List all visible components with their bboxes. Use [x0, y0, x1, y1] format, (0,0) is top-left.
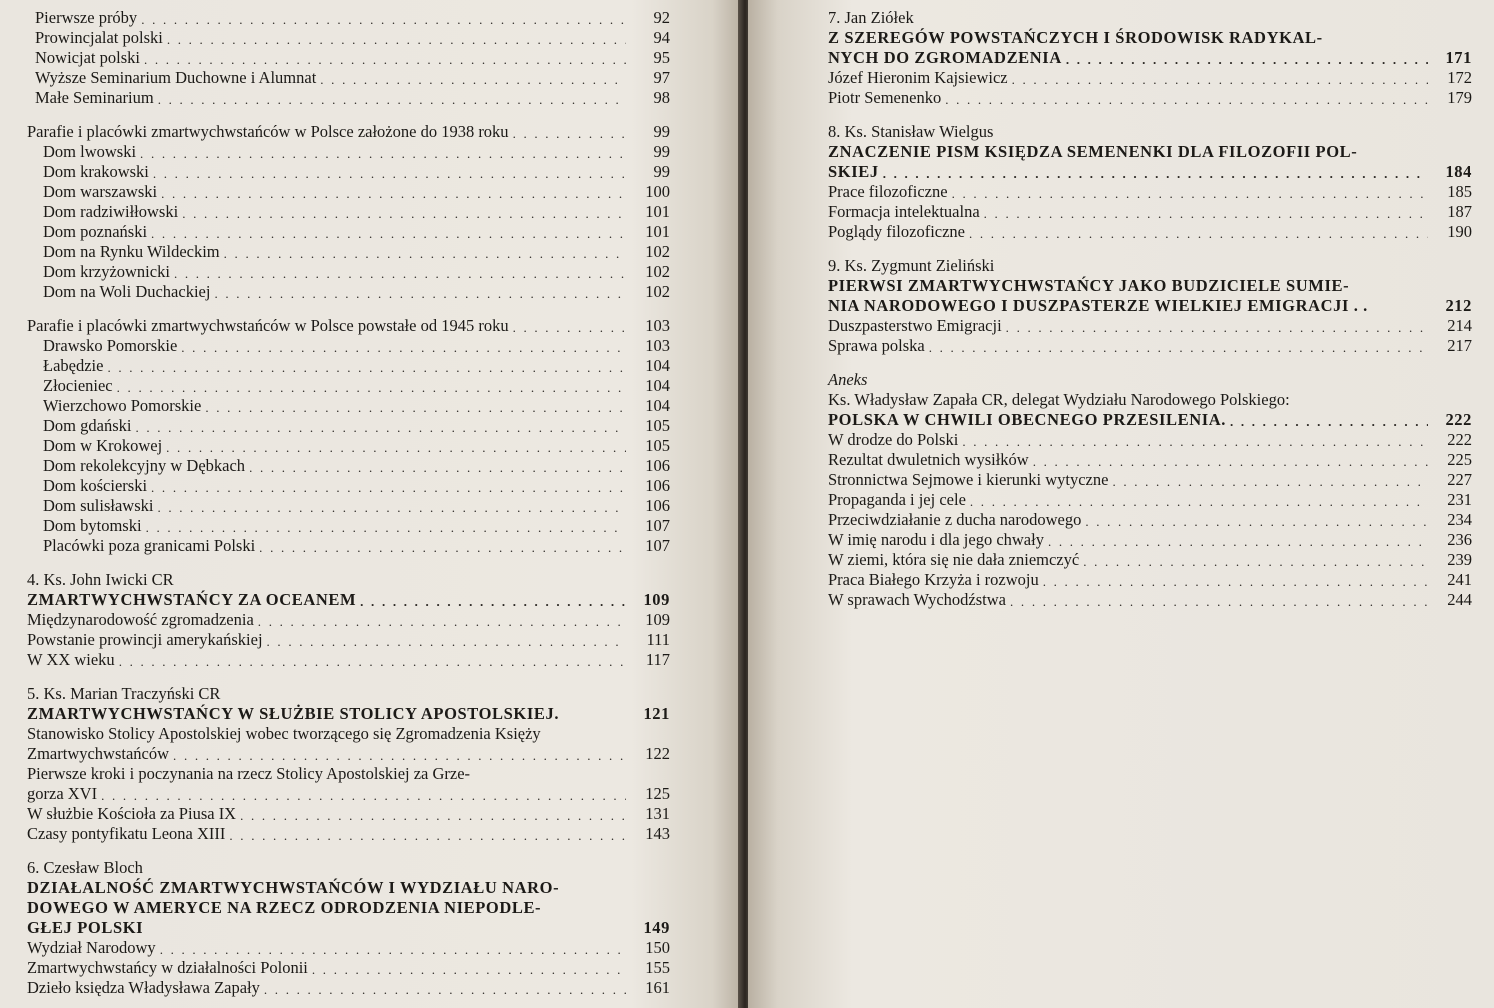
left-toc-column: [27, 8, 670, 998]
toc-entry: Stronnictwa Sejmowe i kierunki wytyczne . . . 227: [828, 470, 1472, 490]
toc-entry: Placówki poza granicami Polski . . . 107: [35, 536, 670, 556]
toc-entry: Zmartwychwstańców . . . 122: [27, 744, 670, 764]
toc-entry: Prace filozoficzne . . . 185: [828, 182, 1472, 202]
toc-entry: Prowincjalat polski . . . 94: [27, 28, 670, 48]
toc-entry: Rezultat dwuletnich wysiłków . . . 225: [828, 450, 1472, 470]
toc-entry: Piotr Semenenko . . . 179: [828, 88, 1472, 108]
toc-entry: Złocieniec . . . 104: [35, 376, 670, 396]
toc-entry: Dom krzyżownicki . . . 102: [35, 262, 670, 282]
annex-label: Aneks: [828, 370, 868, 389]
toc-entry: gorza XVI . . . 125: [27, 784, 670, 804]
toc-entry: Praca Białego Krzyża i rozwoju . . . 241: [828, 570, 1472, 590]
chapter-author: 5. Ks. Marian Traczyński CR: [27, 684, 221, 703]
toc-entry: Dom sulisławski . . . 106: [35, 496, 670, 516]
chapter-title-line: ZNACZENIE PISM KSIĘDZA SEMENENKI DLA FILOZOFII POL-: [828, 142, 1358, 161]
chapter-author: 7. Jan Ziółek: [828, 8, 914, 27]
chapter-title-line: Z SZEREGÓW POWSTAŃCZYCH I ŚRODOWISK RADYKAL-: [828, 28, 1323, 47]
toc-entry: W służbie Kościoła za Piusa IX . . . 131: [27, 804, 670, 824]
toc-entry: Dzieło księdza Władysława Zapały . . . 161: [27, 978, 670, 998]
toc-entry: Dom lwowski . . . 99: [35, 142, 670, 162]
chapter-title: ZMARTWYCHWSTAŃCY W SŁUŻBIE STOLICY APOSTOLSKIEJ. 121: [27, 704, 670, 723]
toc-entry: Formacja intelektualna . . . 187: [828, 202, 1472, 222]
toc-entry: Dom kościerski . . . 106: [35, 476, 670, 496]
toc-entry: Dom poznański . . . 101: [35, 222, 670, 242]
toc-entry: Propaganda i jej cele . . . 231: [828, 490, 1472, 510]
toc-entry: Wyższe Seminarium Duchowne i Alumnat . . . 97: [27, 68, 670, 88]
toc-entry: Dom radziwiłłowski . . . 101: [35, 202, 670, 222]
toc-entry: Józef Hieronim Kajsiewicz . . . 172: [828, 68, 1472, 88]
toc-entry: Powstanie prowincji amerykańskiej . . . 111: [27, 630, 670, 650]
chapter-title-line: DZIAŁALNOŚĆ ZMARTWYCHWSTAŃCÓW I WYDZIAŁU NARO-: [27, 878, 560, 897]
toc-entry: Wydział Narodowy . . . 150: [27, 938, 670, 958]
toc-entry: Zmartwychwstańcy w działalności Polonii . . . 155: [27, 958, 670, 978]
chapter-title: POLSKA W CHWILI OBECNEGO PRZESILENIA. . . . 222: [828, 410, 1472, 430]
toc-entry: Pierwsze próby . . . 92: [27, 8, 670, 28]
toc-entry: Wierzchowo Pomorskie . . . 104: [35, 396, 670, 416]
toc-entry: W XX wieku . . . 117: [27, 650, 670, 670]
chapter-title: SKIEJ . . . 184: [828, 162, 1472, 182]
chapter-title-line: PIERWSI ZMARTWYCHWSTAŃCY JAKO BUDZICIELE SUMIE-: [828, 276, 1350, 295]
toc-entry: Poglądy filozoficzne . . . 190: [828, 222, 1472, 242]
toc-entry: Dom w Krokowej . . . 105: [35, 436, 670, 456]
chapter-author: 6. Czesław Bloch: [27, 858, 143, 877]
toc-entry: W sprawach Wychodźstwa . . . 244: [828, 590, 1472, 610]
toc-entry: Sprawa polska . . . 217: [828, 336, 1472, 356]
toc-section-heading: Parafie i placówki zmartwychwstańców w Polsce powstałe od 1945 roku . . . 103: [27, 316, 670, 336]
toc-entry: Łabędzie . . . 104: [35, 356, 670, 376]
toc-entry: Międzynarodowość zgromadzenia . . . 109: [27, 610, 670, 630]
toc-entry: W ziemi, która się nie dała zniemczyć . . . 239: [828, 550, 1472, 570]
toc-section-heading: Parafie i placówki zmartwychwstańców w Polsce założone do 1938 roku . . . 99: [27, 122, 670, 142]
toc-entry: Dom na Rynku Wildeckim . . . 102: [35, 242, 670, 262]
toc-entry: Małe Seminarium . . . 98: [27, 88, 670, 108]
toc-entry: W drodze do Polski . . . 222: [828, 430, 1472, 450]
chapter-author: 9. Ks. Zygmunt Zieliński: [828, 256, 995, 275]
toc-entry: Czasy pontyfikatu Leona XIII . . . 143: [27, 824, 670, 844]
toc-entry-line: Stanowisko Stolicy Apostolskiej wobec tworzącego się Zgromadzenia Księży: [27, 724, 541, 743]
right-toc-column: [828, 8, 1472, 610]
toc-entry-line: Pierwsze kroki i poczynania na rzecz Stolicy Apostolskiej za Grze-: [27, 764, 471, 783]
chapter-title: ZMARTWYCHWSTAŃCY ZA OCEANEM . . . 109: [27, 590, 670, 610]
right-page: [748, 0, 1494, 1008]
toc-entry: Duszpasterstwo Emigracji . . . 214: [828, 316, 1472, 336]
toc-entry: Drawsko Pomorskie . . . 103: [35, 336, 670, 356]
chapter-author: Ks. Władysław Zapała CR, delegat Wydziału Narodowego Polskiego:: [828, 390, 1290, 409]
toc-entry: Dom gdański . . . 105: [35, 416, 670, 436]
toc-entry: Dom na Woli Duchackiej . . . 102: [35, 282, 670, 302]
left-page: [0, 0, 742, 1008]
toc-entry: Przeciwdziałanie z ducha narodowego . . . 234: [828, 510, 1472, 530]
chapter-author: 8. Ks. Stanisław Wielgus: [828, 122, 994, 141]
toc-entry: Nowicjat polski . . . 95: [27, 48, 670, 68]
chapter-title: NIA NARODOWEGO I DUSZPASTERZE WIELKIEJ EMIGRACJI . . 212: [828, 296, 1472, 315]
toc-entry: Dom warszawski . . . 100: [35, 182, 670, 202]
chapter-title: GŁEJ POLSKI 149: [27, 918, 670, 937]
toc-entry: Dom bytomski . . . 107: [35, 516, 670, 536]
toc-entry: Dom krakowski . . . 99: [35, 162, 670, 182]
chapter-title: NYCH DO ZGROMADZENIA . . . 171: [828, 48, 1472, 68]
chapter-title-line: DOWEGO W AMERYCE NA RZECZ ODRODZENIA NIEPODLE-: [27, 898, 542, 917]
toc-entry: W imię narodu i dla jego chwały . . . 236: [828, 530, 1472, 550]
chapter-author: 4. Ks. John Iwicki CR: [27, 570, 174, 589]
toc-entry: Dom rekolekcyjny w Dębkach . . . 106: [35, 456, 670, 476]
